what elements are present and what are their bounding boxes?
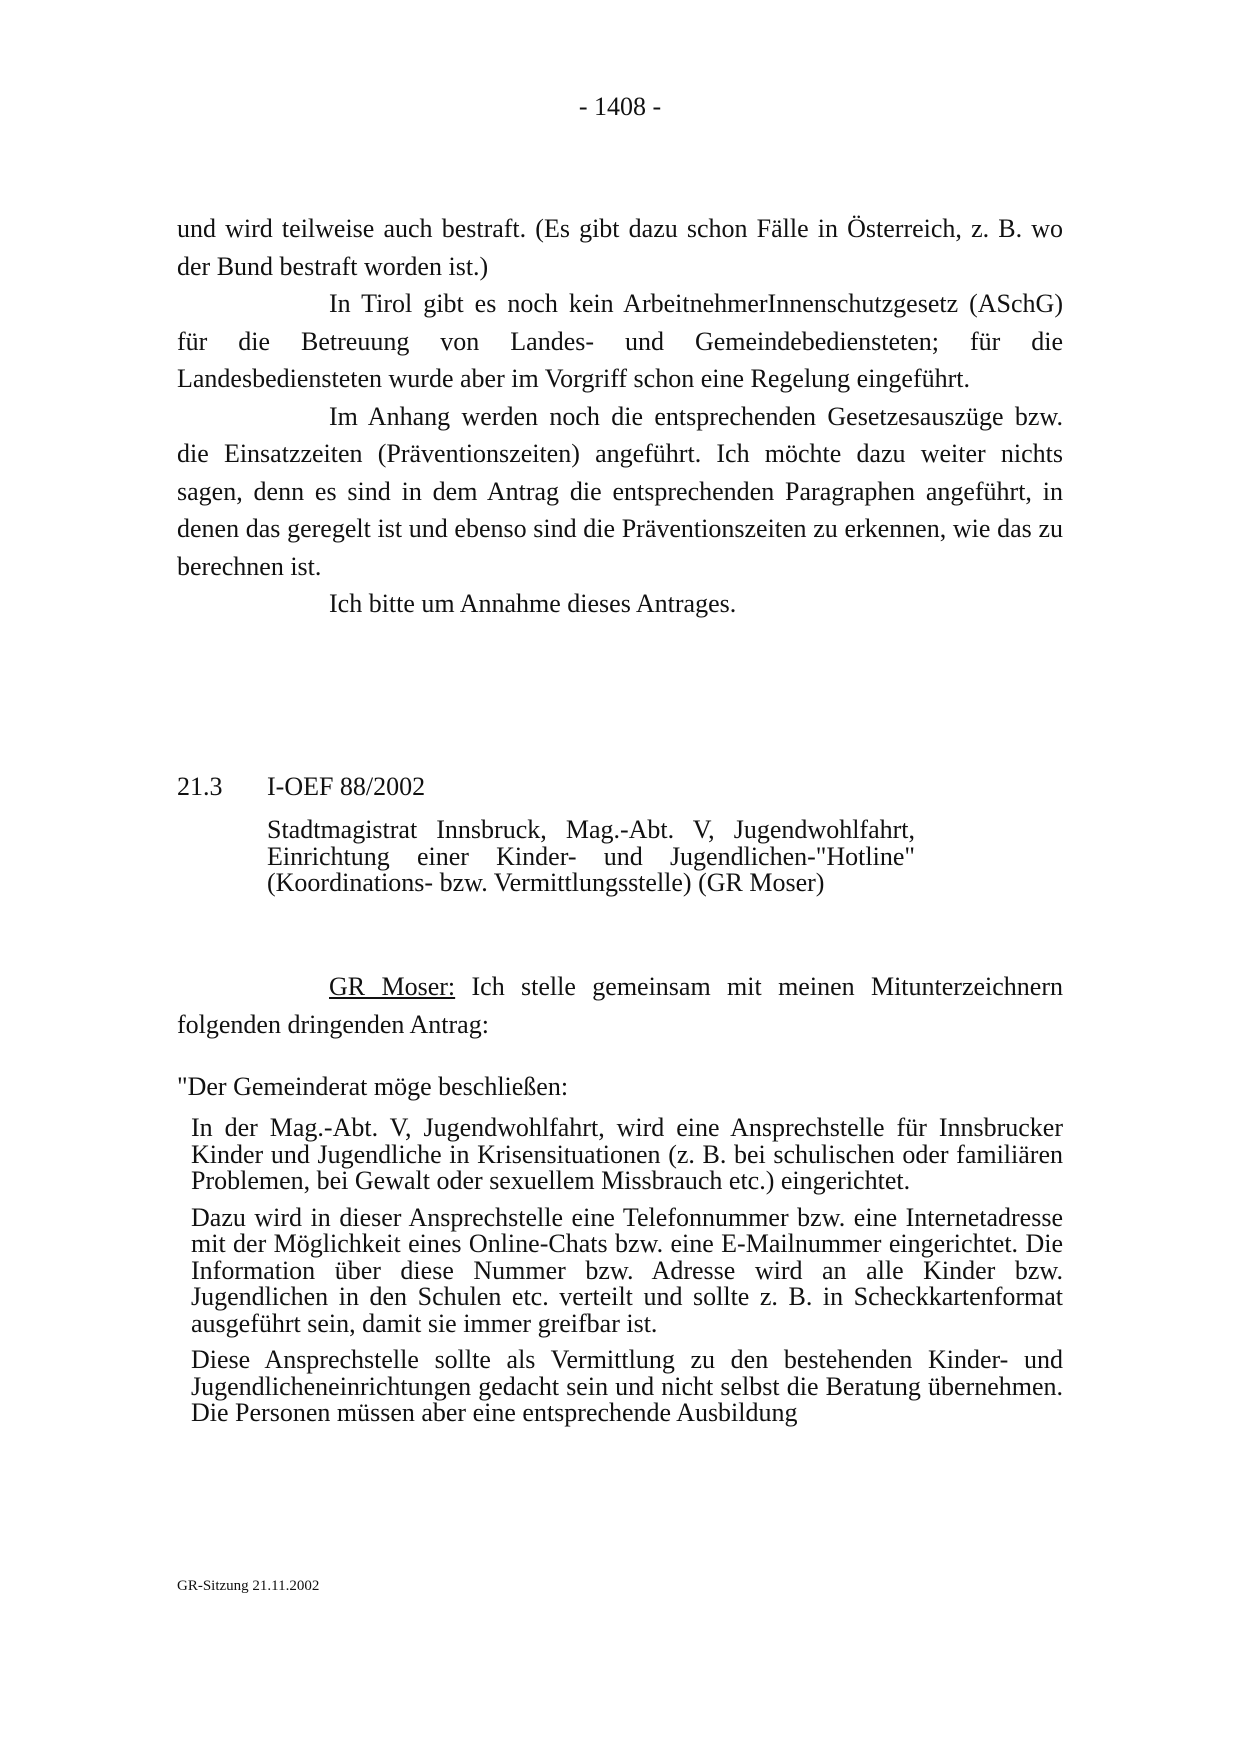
- paragraph: Im Anhang werden noch die entsprechenden Gesetzesauszüge bzw. die Einsatzzeiten (Präventionszeiten) angeführt. Ich möchte dazu weiter nichts sagen, denn es sind in dem Antrag die entsprechenden Paragraphen angeführt, in denen das geregelt ist und ebenso sind die Präventionszeiten zu erkennen, wie das zu berechnen ist.: [177, 401, 1063, 581]
- page-number: - 1408 -: [578, 92, 662, 121]
- paragraph: Ich bitte um Annahme dieses Antrages.: [329, 589, 737, 618]
- motion-paragraph: In der Mag.-Abt. V, Jugendwohlfahrt, wird eine Ansprechstelle für Innsbrucker Kinder und Jugendliche in Krisensituationen (z. B. bei schulischen oder familiären Problemen, bei Gewalt oder sexuellem Missbrauch etc.) eingerichtet.: [191, 1113, 1063, 1195]
- protocol-text-block: [177, 210, 1063, 623]
- motion-text-block: [191, 1115, 1063, 1437]
- speech-paragraph: [177, 968, 1063, 1043]
- speaker-name: GR Moser:: [329, 972, 456, 1001]
- motion-paragraph: Dazu wird in dieser Ansprechstelle eine Telefonnummer bzw. eine Internetadresse mit der Möglichkeit eines Online-Chats bzw. eine E-Mailnummer eingerichtet. Die Information über diese Nummer bzw. Adresse wird an alle Kinder bzw. Jugendlichen in den Schulen etc. verteilt und sollte z. B. in Scheckkartenformat ausgeführt sein, damit sie immer greifbar ist.: [191, 1202, 1063, 1338]
- paragraph: und wird teilweise auch bestraft. (Es gibt dazu schon Fälle in Österreich, z. B. wo der Bund bestraft worden ist.): [177, 214, 1063, 281]
- paragraph: In Tirol gibt es noch kein ArbeitnehmerInnenschutzgesetz (ASchG) für die Betreuung von Landes- und Gemeindebediensteten; für die Landesbediensteten wurde aber im Vorgriff schon eine Regelung eingeführt.: [177, 289, 1063, 393]
- motion-intro: "Der Gemeinderat möge beschließen:: [177, 1072, 569, 1101]
- speech-text: Ich stelle gemeinsam mit meinen Mitunterzeichnern folgenden dringenden Antrag:: [177, 972, 1063, 1039]
- agenda-item-title: Stadtmagistrat Innsbruck, Mag.-Abt. V, Jugendwohlfahrt, Einrichtung einer Kinder- und Jugendlichen-"Hotline" (Koordinations- bzw. Vermittlungsstelle) (GR Moser): [267, 815, 915, 897]
- agenda-item-number: 21.3: [177, 772, 223, 801]
- page-footer: GR-Sitzung 21.11.2002: [177, 1578, 320, 1594]
- speech-block: [177, 968, 1063, 1043]
- agenda-item-reference: I-OEF 88/2002: [267, 772, 426, 801]
- motion-paragraph: Diese Ansprechstelle sollte als Vermittlung zu den bestehenden Kinder- und Jugendlicheneinrichtungen gedacht sein und nicht selbst die Beratung übernehmen. Die Personen müssen aber eine entsprechende Ausbildung: [191, 1345, 1063, 1427]
